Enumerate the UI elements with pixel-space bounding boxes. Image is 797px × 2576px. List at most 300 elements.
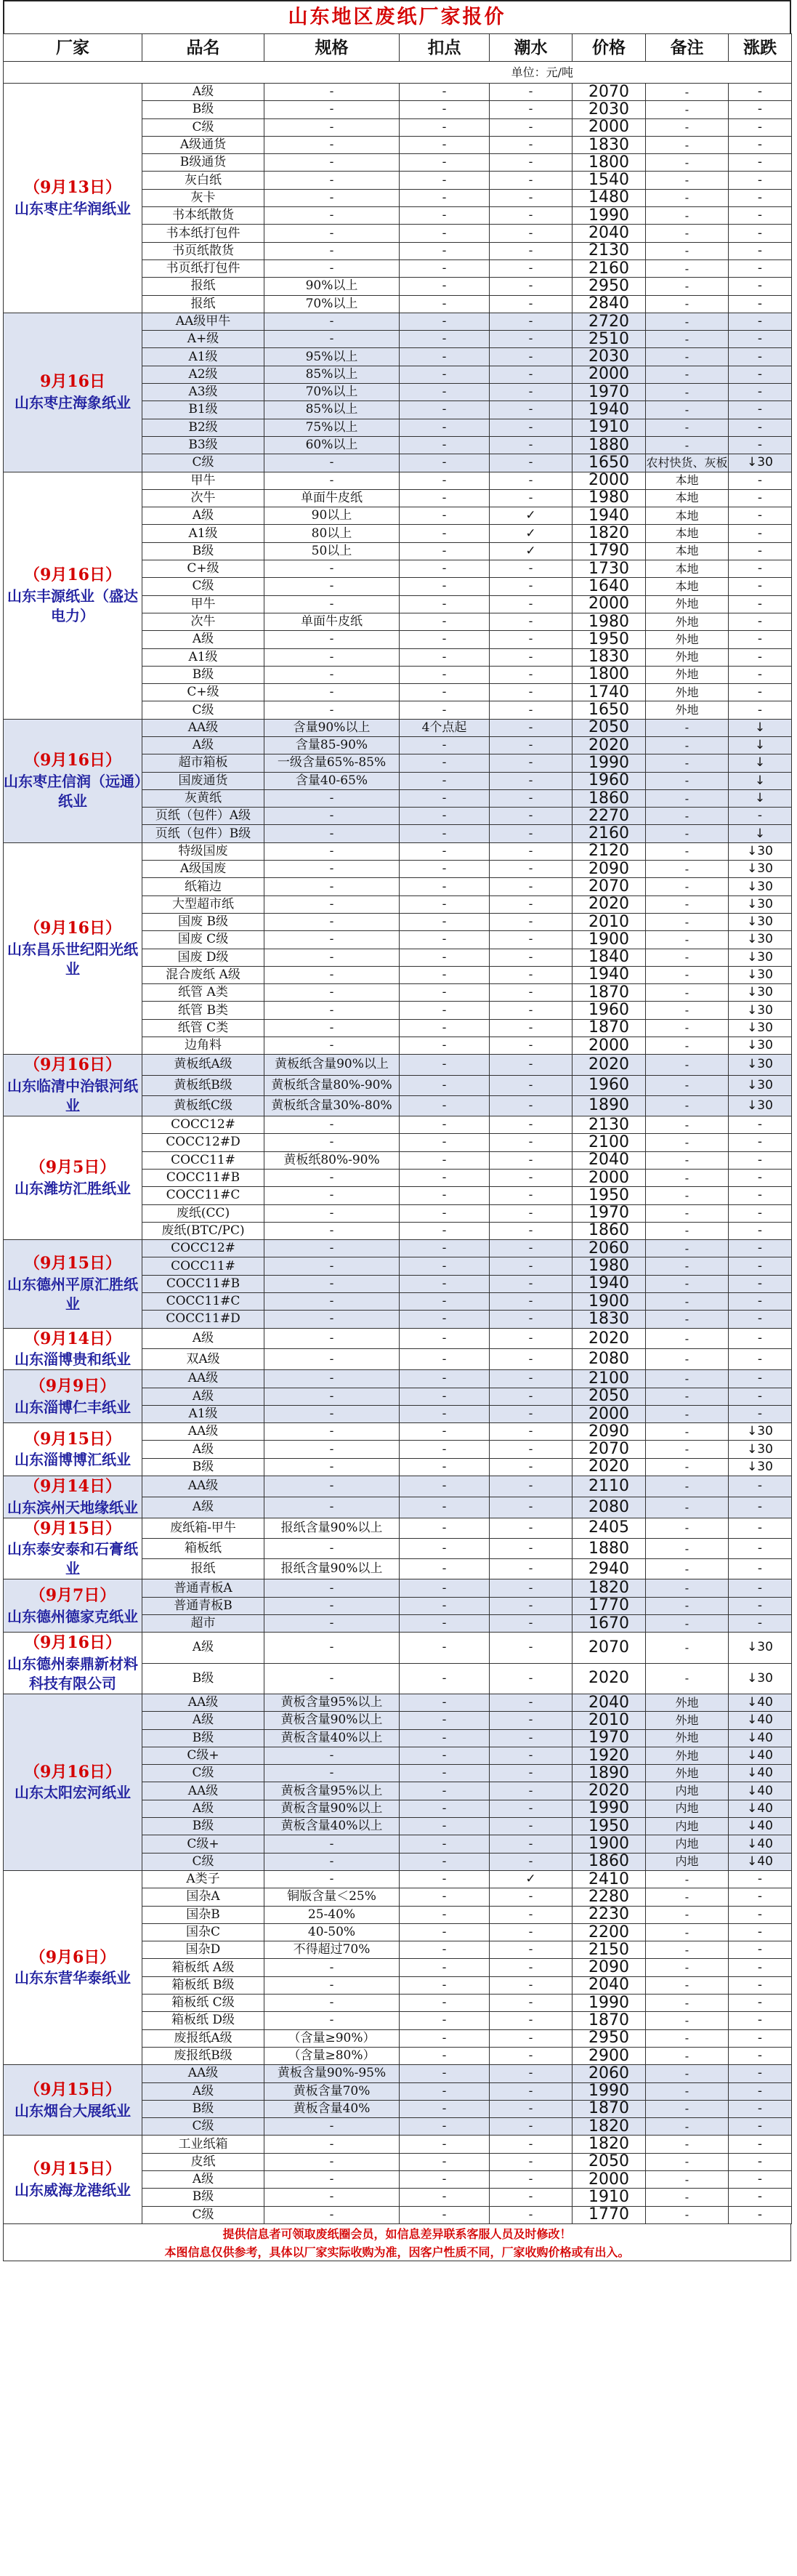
product-cell: A3级	[142, 384, 264, 401]
product-cell: 灰卡	[142, 189, 264, 206]
note-cell: 外地	[646, 1712, 729, 1729]
deduction-cell: -	[400, 1204, 490, 1222]
note-cell: -	[646, 2206, 729, 2223]
note-cell: -	[646, 1458, 729, 1476]
note-cell: -	[646, 1328, 729, 1349]
product-cell: A级	[142, 736, 264, 754]
factory-date: 9月16日	[40, 372, 105, 392]
price-cell: 2270	[573, 808, 646, 825]
factory-date: （9月15日）	[24, 2160, 121, 2179]
change-cell: ↓30	[729, 1441, 792, 1458]
deduction-cell: -	[400, 1818, 490, 1835]
product-cell: A2级	[142, 366, 264, 383]
deduction-cell: -	[400, 1002, 490, 1019]
product-cell: 甲牛	[142, 472, 264, 489]
factory-date: （9月15日）	[24, 2080, 121, 2099]
price-cell: 2230	[573, 1906, 646, 1923]
note-cell: -	[646, 313, 729, 330]
spec-cell: -	[264, 2206, 400, 2223]
deduction-cell: -	[400, 842, 490, 860]
moisture-cell: -	[490, 825, 573, 842]
product-cell: A1级	[142, 1405, 264, 1422]
note-cell: -	[646, 154, 729, 172]
change-cell: ↓30	[729, 1633, 792, 1663]
spec-cell: -	[264, 1349, 400, 1370]
change-cell: -	[729, 225, 792, 242]
moisture-cell: -	[490, 118, 573, 136]
price-sheet	[3, 0, 791, 2261]
spec-cell: -	[264, 1328, 400, 1349]
header-price: 价格	[573, 34, 646, 62]
moisture-cell: -	[490, 2100, 573, 2117]
note-cell: -	[646, 931, 729, 949]
note-cell: -	[646, 2065, 729, 2082]
deduction-cell: -	[400, 1187, 490, 1204]
deduction-cell: -	[400, 242, 490, 259]
factory-cell	[4, 1370, 142, 1423]
moisture-cell: -	[490, 1423, 573, 1441]
price-cell: 2510	[573, 331, 646, 348]
deduction-cell: -	[400, 1694, 490, 1712]
factory-date: （9月7日）	[29, 1586, 116, 1606]
deduction-cell: -	[400, 542, 490, 560]
deduction-cell: -	[400, 1835, 490, 1853]
deduction-cell: -	[400, 825, 490, 842]
change-cell: -	[729, 2100, 792, 2117]
deduction-cell: -	[400, 736, 490, 754]
price-cell: 2020	[573, 736, 646, 754]
note-cell: -	[646, 1037, 729, 1055]
change-cell: -	[729, 1476, 792, 1497]
change-cell: -	[729, 136, 792, 153]
price-cell: 1960	[573, 772, 646, 789]
product-cell: 特级国废	[142, 842, 264, 860]
product-cell: A级	[142, 1800, 264, 1817]
product-cell: 混合废纸 A级	[142, 966, 264, 983]
moisture-cell: -	[490, 1292, 573, 1310]
price-cell: 2060	[573, 1240, 646, 1257]
change-cell: ↓	[729, 754, 792, 772]
factory-name: 山东枣庄海象纸业	[15, 394, 131, 412]
spec-cell: -	[264, 172, 400, 189]
moisture-cell: -	[490, 648, 573, 666]
moisture-cell: -	[490, 666, 573, 683]
deduction-cell: -	[400, 1349, 490, 1370]
moisture-cell: -	[490, 1941, 573, 1959]
deduction-cell: -	[400, 2082, 490, 2100]
product-cell: 页纸（包件）B级	[142, 825, 264, 842]
moisture-cell: -	[490, 2136, 573, 2153]
note-cell: -	[646, 1941, 729, 1959]
product-cell: 国杂C	[142, 1923, 264, 1941]
change-cell: -	[729, 1169, 792, 1186]
spec-cell: -	[264, 259, 400, 277]
factory-name: 山东德州平原汇胜纸业	[7, 1276, 138, 1313]
product-cell: C级+	[142, 1747, 264, 1764]
factory-cell	[4, 719, 142, 842]
product-cell: AA级	[142, 1476, 264, 1497]
price-cell: 1670	[573, 1615, 646, 1633]
deduction-cell: -	[400, 278, 490, 295]
note-cell: -	[646, 719, 729, 736]
factory-name: 山东丰源纸业（盛达电力）	[7, 587, 138, 624]
change-cell: ↓30	[729, 454, 792, 472]
factory-cell	[4, 842, 142, 1055]
moisture-cell: -	[490, 331, 573, 348]
product-cell: 书本纸打包件	[142, 225, 264, 242]
spec-cell: 含量85-90%	[264, 736, 400, 754]
deduction-cell: -	[400, 366, 490, 383]
price-cell: 1950	[573, 1187, 646, 1204]
spec-cell: -	[264, 1870, 400, 1888]
change-cell: -	[729, 1311, 792, 1328]
price-cell: 2150	[573, 1941, 646, 1959]
factory-date: （9月6日）	[29, 1947, 116, 1967]
deduction-cell: -	[400, 684, 490, 701]
moisture-cell: -	[490, 2189, 573, 2206]
spec-cell: -	[264, 1292, 400, 1310]
deduction-cell: -	[400, 578, 490, 595]
note-cell: -	[646, 878, 729, 895]
price-cell: 1860	[573, 789, 646, 807]
deduction-cell: -	[400, 136, 490, 153]
moisture-cell: -	[490, 1458, 573, 1476]
deduction-cell: -	[400, 1995, 490, 2012]
spec-cell: 75%以上	[264, 419, 400, 436]
product-cell: 普通青板A	[142, 1579, 264, 1597]
spec-cell: 黄板含量90%以上	[264, 1800, 400, 1817]
change-cell: -	[729, 1187, 792, 1204]
product-cell: COCC11#D	[142, 1311, 264, 1328]
factory-date: （9月15日）	[24, 1254, 121, 1273]
deduction-cell: -	[400, 384, 490, 401]
product-cell: 甲牛	[142, 595, 264, 613]
change-cell: -	[729, 1204, 792, 1222]
note-cell: -	[646, 1002, 729, 1019]
product-cell: 国废 B级	[142, 913, 264, 930]
deduction-cell: -	[400, 189, 490, 206]
spec-cell: 黄板纸含量90%以上	[264, 1055, 400, 1075]
moisture-cell: -	[490, 842, 573, 860]
product-cell: 国废 C级	[142, 931, 264, 949]
deduction-cell: -	[400, 1663, 490, 1694]
price-cell: 1480	[573, 189, 646, 206]
product-cell: COCC12#	[142, 1240, 264, 1257]
deduction-cell: 4个点起	[400, 719, 490, 736]
product-cell: 纸管 C类	[142, 1019, 264, 1037]
change-cell: -	[729, 2029, 792, 2047]
factory-name: 山东威海龙港纸业	[15, 2181, 131, 2199]
factory-name: 山东德州泰鼎新材料科技有限公司	[7, 1655, 138, 1692]
change-cell: -	[729, 1405, 792, 1422]
deduction-cell: -	[400, 931, 490, 949]
factory-date: （9月16日）	[24, 751, 121, 770]
factory-name: 山东淄博仁丰纸业	[15, 1398, 131, 1416]
spec-cell: -	[264, 1765, 400, 1782]
product-cell: 双A级	[142, 1349, 264, 1370]
change-cell: -	[729, 419, 792, 436]
price-cell: 1990	[573, 1995, 646, 2012]
factory-name: 山东滨州天地缘纸业	[7, 1498, 138, 1516]
note-cell: -	[646, 419, 729, 436]
moisture-cell: -	[490, 1151, 573, 1169]
product-cell: A+级	[142, 331, 264, 348]
note-cell: 外地	[646, 1747, 729, 1764]
moisture-cell: -	[490, 2029, 573, 2047]
deduction-cell: -	[400, 1976, 490, 1994]
note-cell: -	[646, 1187, 729, 1204]
table-row	[4, 472, 792, 489]
product-cell: 国杂D	[142, 1941, 264, 1959]
price-cell: 1790	[573, 542, 646, 560]
spec-cell: -	[264, 1663, 400, 1694]
product-cell: 书页纸打包件	[142, 259, 264, 277]
deduction-cell: -	[400, 1458, 490, 1476]
moisture-cell: -	[490, 1959, 573, 1976]
spec-cell: -	[264, 2136, 400, 2153]
product-cell: A1级	[142, 348, 264, 366]
moisture-cell: -	[490, 1538, 573, 1558]
spec-cell: -	[264, 84, 400, 101]
change-cell: -	[729, 808, 792, 825]
moisture-cell: -	[490, 472, 573, 489]
note-cell: -	[646, 736, 729, 754]
moisture-cell: -	[490, 1311, 573, 1328]
spec-cell: -	[264, 313, 400, 330]
note-cell: -	[646, 1151, 729, 1169]
change-cell: -	[729, 542, 792, 560]
price-cell: 2010	[573, 1712, 646, 1729]
spec-cell: -	[264, 1579, 400, 1597]
spec-cell: -	[264, 472, 400, 489]
price-cell: 1950	[573, 1818, 646, 1835]
moisture-cell: -	[490, 1976, 573, 1994]
price-cell: 2070	[573, 1633, 646, 1663]
change-cell: -	[729, 701, 792, 719]
price-cell: 2100	[573, 1370, 646, 1388]
deduction-cell: -	[400, 1559, 490, 1579]
spec-cell: -	[264, 684, 400, 701]
price-cell: 1870	[573, 2100, 646, 2117]
product-cell: AA级	[142, 1370, 264, 1388]
note-cell: -	[646, 1222, 729, 1239]
spec-cell: -	[264, 1441, 400, 1458]
change-cell: -	[729, 1615, 792, 1633]
product-cell: 纸箱边	[142, 878, 264, 895]
moisture-cell: -	[490, 701, 573, 719]
factory-cell	[4, 1240, 142, 1328]
moisture-cell: -	[490, 1712, 573, 1729]
price-cell: 1990	[573, 1800, 646, 1817]
moisture-cell: -	[490, 1476, 573, 1497]
change-cell: -	[729, 154, 792, 172]
change-cell: ↓40	[729, 1782, 792, 1800]
change-cell: -	[729, 525, 792, 542]
note-cell: -	[646, 1518, 729, 1538]
spec-cell: -	[264, 1976, 400, 1994]
deduction-cell: -	[400, 1257, 490, 1275]
spec-cell: 黄板含量90%-95%	[264, 2065, 400, 2082]
spec-cell: -	[264, 1370, 400, 1388]
note-cell: -	[646, 861, 729, 878]
deduction-cell: -	[400, 1328, 490, 1349]
deduction-cell: -	[400, 225, 490, 242]
price-cell: 1830	[573, 648, 646, 666]
spec-cell: -	[264, 560, 400, 578]
change-cell: ↓40	[729, 1712, 792, 1729]
moisture-cell: -	[490, 278, 573, 295]
deduction-cell: -	[400, 913, 490, 930]
spec-cell: -	[264, 242, 400, 259]
price-cell: 1770	[573, 1597, 646, 1614]
deduction-cell: -	[400, 295, 490, 313]
moisture-cell: -	[490, 101, 573, 118]
factory-name: 山东淄博贵和纸业	[15, 1351, 131, 1369]
product-cell: 书本纸散货	[142, 207, 264, 225]
product-cell: COCC11#B	[142, 1275, 264, 1292]
moisture-cell: -	[490, 789, 573, 807]
deduction-cell: -	[400, 1870, 490, 1888]
change-cell: -	[729, 331, 792, 348]
change-cell: -	[729, 313, 792, 330]
note-cell: -	[646, 366, 729, 383]
product-cell: 废纸箱-甲牛	[142, 1518, 264, 1538]
moisture-cell: -	[490, 631, 573, 648]
product-cell: C+级	[142, 560, 264, 578]
note-cell: -	[646, 1906, 729, 1923]
price-cell: 2000	[573, 366, 646, 383]
moisture-cell: -	[490, 2012, 573, 2029]
moisture-cell: -	[490, 84, 573, 101]
price-cell: 1980	[573, 1257, 646, 1275]
note-cell: 外地	[646, 1765, 729, 1782]
product-cell: C级	[142, 2118, 264, 2136]
moisture-cell: -	[490, 1923, 573, 1941]
product-cell: AA级	[142, 1694, 264, 1712]
moisture-cell: -	[490, 154, 573, 172]
moisture-cell: -	[490, 613, 573, 630]
factory-cell	[4, 2065, 142, 2136]
price-cell: 1640	[573, 578, 646, 595]
moisture-cell: -	[490, 225, 573, 242]
note-cell: -	[646, 1976, 729, 1994]
moisture-cell: -	[490, 1002, 573, 1019]
deduction-cell: -	[400, 2065, 490, 2082]
price-cell: 1730	[573, 560, 646, 578]
note-cell: 内地	[646, 1800, 729, 1817]
deduction-cell: -	[400, 436, 490, 454]
note-cell: 本地	[646, 560, 729, 578]
price-cell: 1970	[573, 1204, 646, 1222]
price-cell: 2000	[573, 118, 646, 136]
price-cell: 1960	[573, 1075, 646, 1095]
moisture-cell: -	[490, 1995, 573, 2012]
product-cell: AA级	[142, 719, 264, 736]
product-cell: COCC11#B	[142, 1169, 264, 1186]
change-cell: ↓	[729, 772, 792, 789]
note-cell: 本地	[646, 472, 729, 489]
price-cell: 1880	[573, 1538, 646, 1558]
price-cell: 1950	[573, 631, 646, 648]
change-cell: ↓	[729, 736, 792, 754]
moisture-cell: -	[490, 2082, 573, 2100]
factory-cell	[4, 1116, 142, 1240]
deduction-cell: -	[400, 154, 490, 172]
deduction-cell: -	[400, 1311, 490, 1328]
spec-cell: -	[264, 666, 400, 683]
moisture-cell: -	[490, 1888, 573, 1906]
note-cell: -	[646, 789, 729, 807]
moisture-cell: -	[490, 1075, 573, 1095]
factory-date: （9月15日）	[24, 1518, 121, 1538]
note-cell: -	[646, 348, 729, 366]
note-cell: -	[646, 84, 729, 101]
deduction-cell: -	[400, 2189, 490, 2206]
spec-cell: -	[264, 1037, 400, 1055]
change-cell: -	[729, 2047, 792, 2064]
factory-cell	[4, 1518, 142, 1579]
deduction-cell: -	[400, 861, 490, 878]
deduction-cell: -	[400, 1712, 490, 1729]
moisture-cell: -	[490, 136, 573, 153]
price-cell: 2720	[573, 313, 646, 330]
deduction-cell: -	[400, 1538, 490, 1558]
table-row	[4, 1240, 792, 1257]
change-cell: -	[729, 1275, 792, 1292]
deduction-cell: -	[400, 1853, 490, 1870]
spec-cell: -	[264, 949, 400, 966]
price-cell: 2030	[573, 101, 646, 118]
price-cell: 1820	[573, 525, 646, 542]
change-cell: -	[729, 648, 792, 666]
spec-cell: -	[264, 1476, 400, 1497]
product-cell: 次牛	[142, 489, 264, 507]
note-cell: -	[646, 401, 729, 419]
price-cell: 2130	[573, 242, 646, 259]
spec-cell: -	[264, 931, 400, 949]
deduction-cell: -	[400, 1370, 490, 1388]
price-cell: 1800	[573, 154, 646, 172]
factory-date: （9月15日）	[24, 1429, 121, 1449]
note-cell: -	[646, 1019, 729, 1037]
change-cell: ↓40	[729, 1694, 792, 1712]
change-cell: -	[729, 2171, 792, 2189]
moisture-cell: -	[490, 772, 573, 789]
spec-cell: -	[264, 1169, 400, 1186]
deduction-cell: -	[400, 1240, 490, 1257]
deduction-cell: -	[400, 2118, 490, 2136]
moisture-cell: -	[490, 1615, 573, 1633]
deduction-cell: -	[400, 207, 490, 225]
moisture-cell: -	[490, 2118, 573, 2136]
spec-cell: 60%以上	[264, 436, 400, 454]
note-cell: 外地	[646, 595, 729, 613]
note-cell: -	[646, 1055, 729, 1075]
spec-cell: -	[264, 1747, 400, 1764]
moisture-cell: -	[490, 684, 573, 701]
deduction-cell: -	[400, 1405, 490, 1422]
note-cell: -	[646, 1075, 729, 1095]
page-title: 山东地区废纸厂家报价	[3, 0, 791, 33]
note-cell: -	[646, 136, 729, 153]
deduction-cell: -	[400, 1615, 490, 1633]
note-cell: -	[646, 1349, 729, 1370]
moisture-cell: -	[490, 1095, 573, 1116]
product-cell: 工业纸箱	[142, 2136, 264, 2153]
note-cell: -	[646, 1597, 729, 1614]
note-cell: -	[646, 825, 729, 842]
product-cell: A级	[142, 1441, 264, 1458]
